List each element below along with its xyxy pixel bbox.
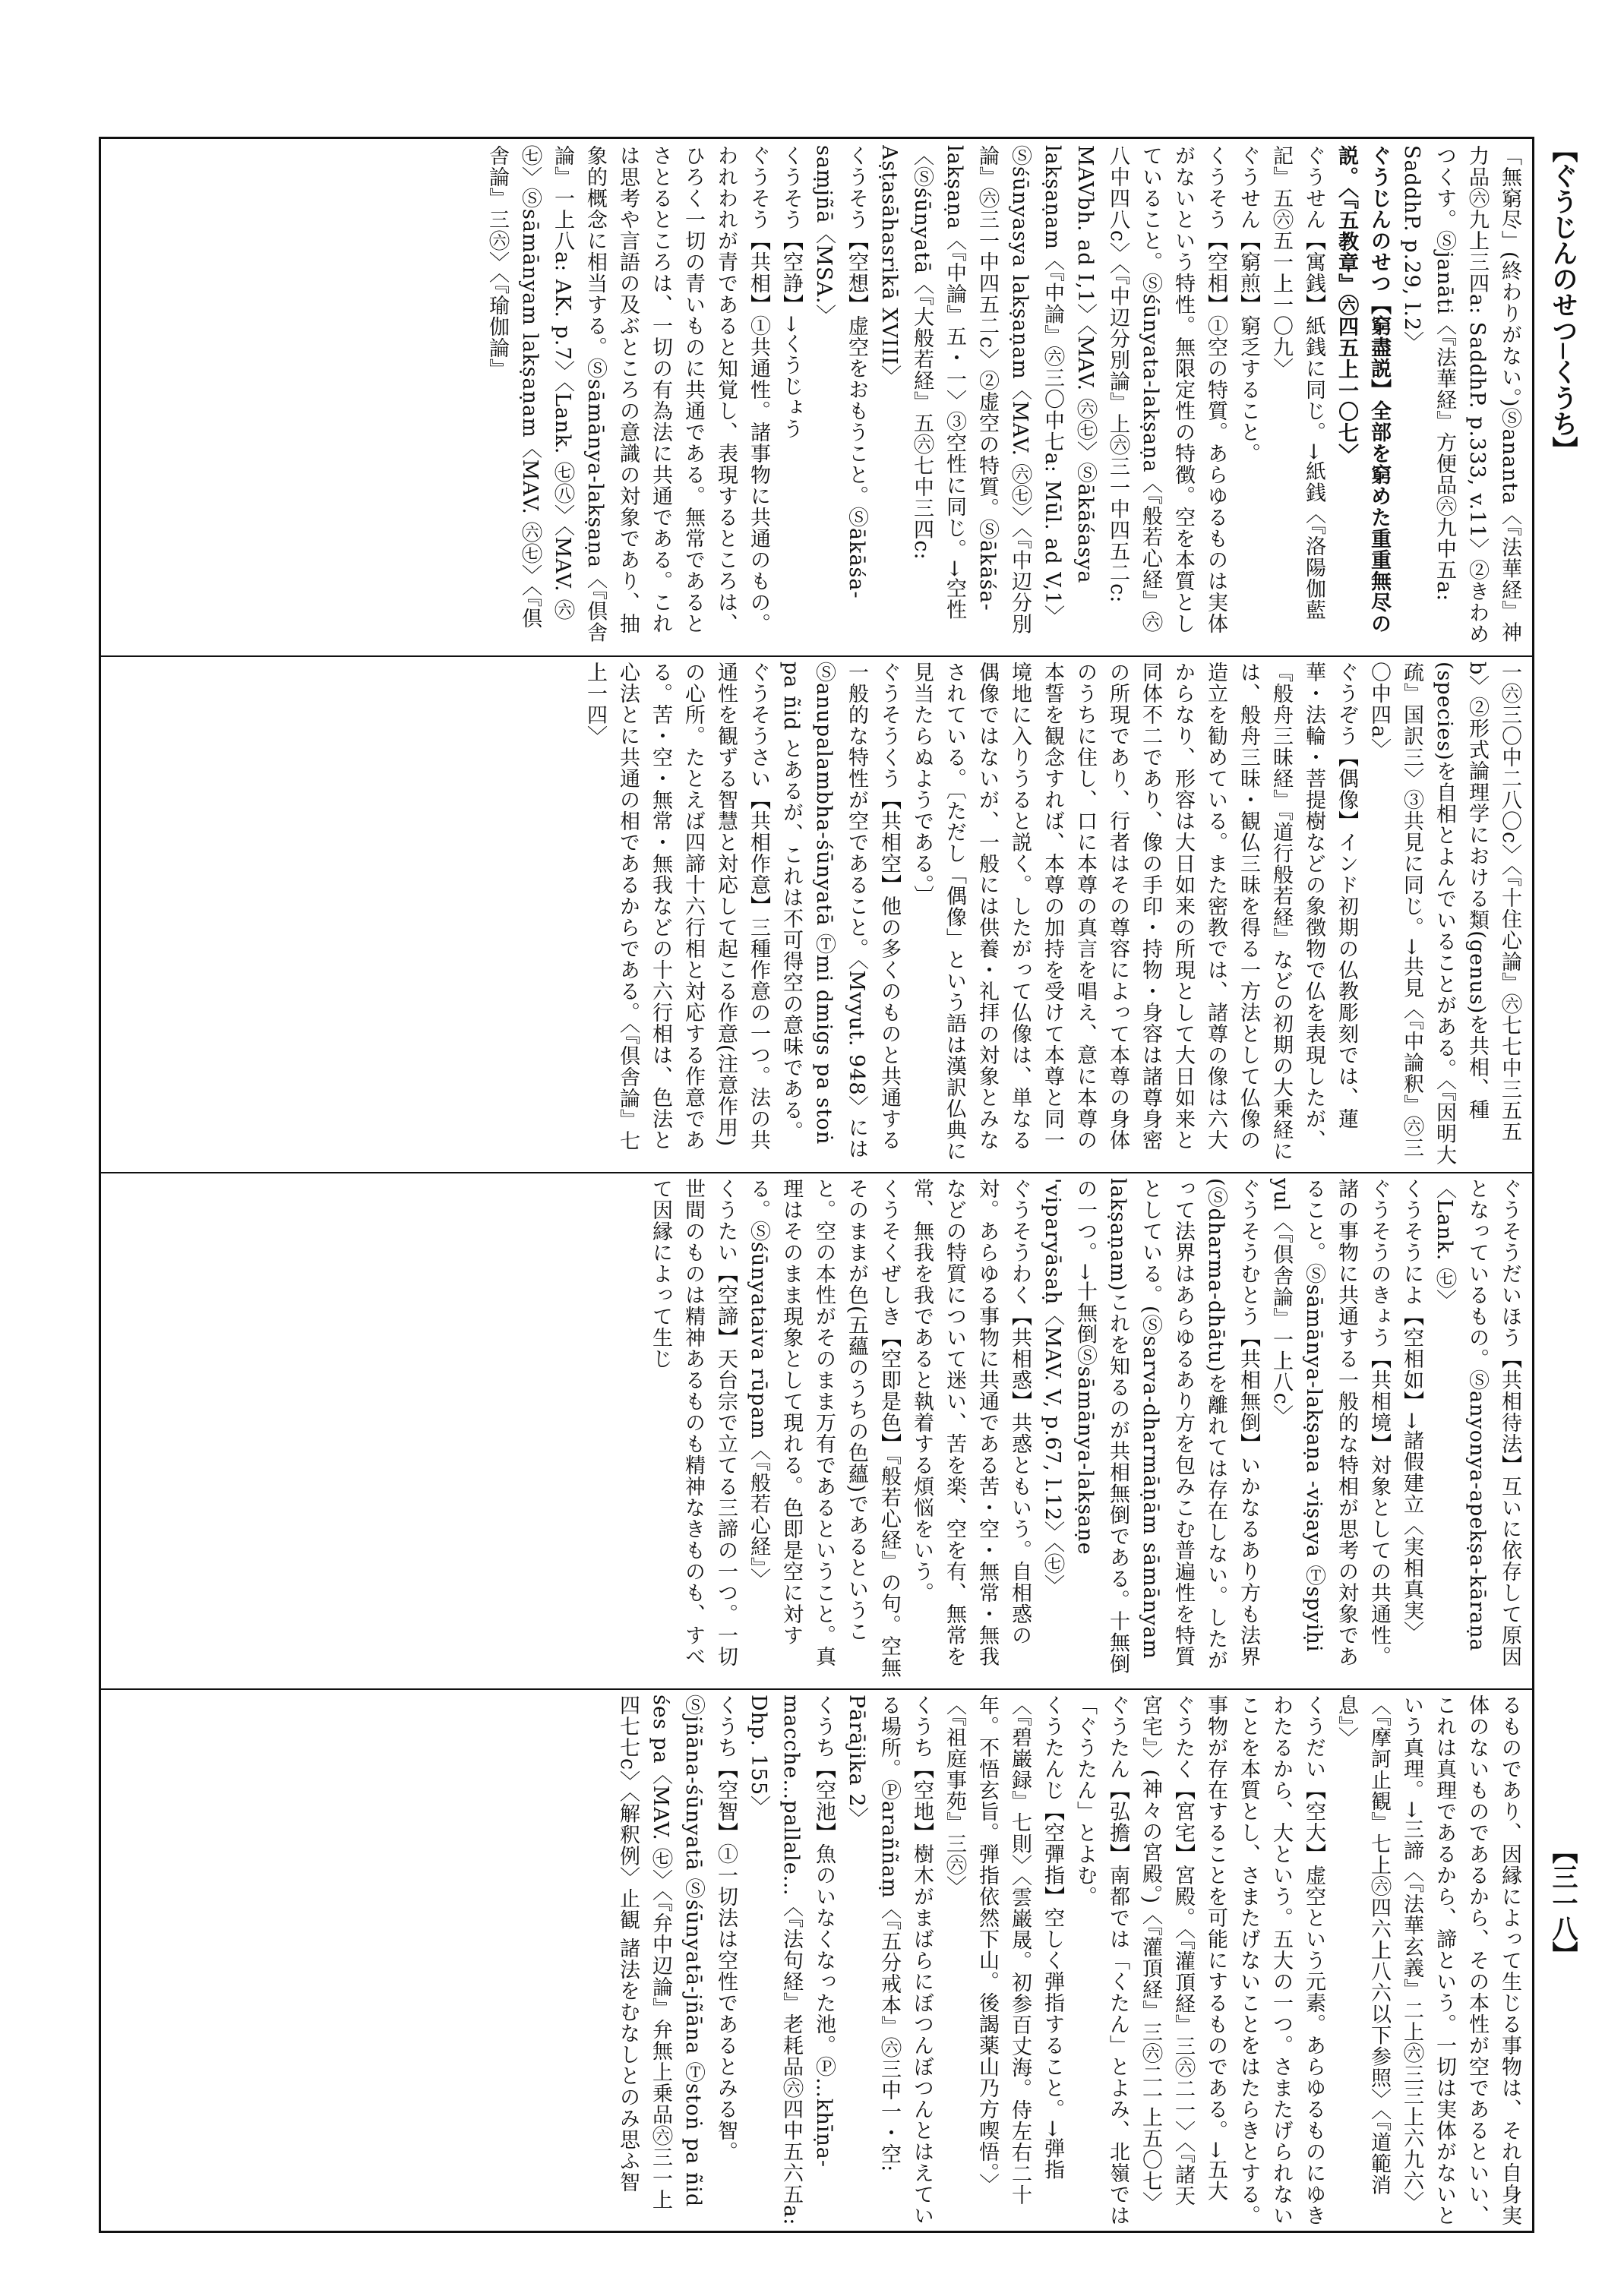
entry: ぐうせん【寓銭】紙銭に同じ。→紙銭〈『洛陽伽藍記』五㊅五一㆖一〇九〉 <box>1269 145 1325 621</box>
entry: ぐうそうだいほう【共相待法】互いに依存して原因となっているもの。Ⓢanyonya-apekṣa-kāraṇa〈Lank. ㊆〉 <box>1433 1178 1521 1667</box>
entry: ぐうそう【共相】①共通性。諸事物に共通のもの。われわれが青であると知覚し、表現するところは、ひろく一切の青いものに共通である。無常であるとさとるところは、一切の有為法に共通である。これは思考や言語の及ぶところの意識の対象であり、抽象的概念に相当する。Ⓢsāmānya-lakṣaṇa〈『倶舎論』一㆖八a: AK. p.7〉〈Lank. ㊆㊇〉〈MAV. ㊅㊆〉Ⓢsāmānyam lakṣaṇam〈MAV. ㊅㊆〉〈『倶舎論』三㊅〉〈『瑜伽論』 <box>485 145 770 643</box>
entry: くうそう【空相】①空の特質。あらゆるものは実体がないという特性。無限定性の特徴。空を本質としていること。Ⓢśūnyata-lakṣaṇa〈『般若心経』㊅八㆗四八c〉〈『中辺分別論』上㊅三一㆗四五二c: MAVbh. ad I,1〉〈MAV. ㊅㊆〉Ⓢākāśasya lakṣaṇam〈『中論』㊅三〇㆗七a: Mūl. ad V,1〉Ⓢśūnyasya lakṣaṇam〈MAV. ㊅㊆〉〈『中辺分別論』㊅三一㆗四五二c〉②虚空の特質。Ⓢākāśa-lakṣaṇa〈『中論』五・一〉③空性に同じ。→空性〈Ⓢśūnyatā〈『大般若経』五㊅七㆗三四c: Aṣṭasāhasrikā XVIII〉 <box>877 145 1227 635</box>
tier-divider <box>101 655 1532 657</box>
entry: ぐうそうのきょう【共相境】対象としての共通性。諸の事物に共通する一般的な特相が思考の対象であること。Ⓢsāmānya-lakṣaṇa -viṣaya Ⓣspyiḥi yul〈『倶舎論』一㆖八c〉 <box>1269 1178 1391 1667</box>
tier-divider <box>101 1172 1532 1173</box>
dictionary-page <box>99 137 1534 2233</box>
entry: くうち【空池】魚のいなくなった池。Ⓟ…khīṇa-macche…pallale…〈『法句経』老耗品㊅四㆗五六五a: Dhp. 155〉 <box>747 1694 836 2226</box>
tier-4 <box>109 1694 1526 2226</box>
entry: ぐうそうくう【共相空】他の多くのものと共通する一般的な特性が空であること。〈Mvyut. 948〉にはⓈanupalambha-śūnyatā Ⓣmi dmigs pa stoṅ pa ñid とあるが、これは不可得空の意味である。 <box>779 662 901 1160</box>
entry: るものであり、因縁によって生じる事物は、それ自身実体のないものであるから、その本性が空であるといい、これは真理であるから、諦という。一切は実体がないという真理。→三諦〈『法華玄義』二上㊅三三㆖六九六〉〈『摩訶止観』七上㊅四六㆖八六以下参照〉〈『道範消息』〉 <box>1335 1694 1521 2226</box>
entry: くうち【空地】樹木がまばらにぼつんぼつんとはえている場所。Ⓟaraññaṃ〈『五分戒本』㊅三㆗一・空: Pārājika 2〉 <box>845 1694 934 2226</box>
tier-divider <box>101 1688 1532 1690</box>
entry: ぐうたく【宮宅】宮殿。〈『灌頂経』三㊅二一〉〈『諸天宮宅』〉(神々の宮殿。)〈『灌頂経』三㊅二一㆖五〇七〉 <box>1139 1694 1195 2213</box>
entry: くうたんじ【空彈指】空しく弾指すること。→弾指〈『碧巌録』七則〉〈雲巌晟。初参百丈海。侍左右二十年。不悟玄旨。弾指依然下山。後謁薬山乃方喫悟。〉〈『祖庭事苑』三㊅〉 <box>943 1694 1064 2206</box>
entry: くうち【空智】①一切法は空性であるとみる智。Ⓢjñāna-śūnyatā Ⓢśūnyatā-jñāna Ⓣstoṅ pa ñid śes pa〈MAV. ㊆〉〈『弁中辺論』弁無上乗品㊅三一㆖四七七c〉〈解釈例〉止観 諸法をむなしとのみ思ふ智 <box>616 1694 738 2211</box>
entry: くうそうによ【空相如】→諸假建立〈実相真実〉 <box>1400 1178 1423 1643</box>
entry: くうそくぜしき【空即是色】『般若心経』の句。空無そのままが色(五蘊のうちの色蘊)であるということ。空の本性がそのまま万有であるということ。真理はそのまま現象として現れる。色即是空に対する。Ⓢśūnyataiva rūpam〈『般若心経』〉 <box>747 1178 901 1679</box>
entry: くうだい【空大】虚空という元素。あらゆるものにゆきわたるから、大という。五大の一つ。さまたげられないことを本質とし、さまたげないことをはたらきとする。事物が存在することを可能にするものである。→五大 <box>1204 1694 1325 2226</box>
entry: ぐうそうわく【共相惑】共惑ともいう。自相惑の対。あらゆる事物に共通である苦・空・無常・無我などの特質について迷い、苦を楽、空を有、無常を常、無我を我であると執着する煩悩をいう。 <box>910 1178 1032 1667</box>
entry: ぐうたん【弘擔】南都では「くたん」とよみ、北嶺では「ぐうたん」とよむ。 <box>1073 1694 1130 2226</box>
running-title: 【ぐうじんのせつ─くうち】 <box>1547 137 1578 463</box>
entry: ぐうせん【窮煎】窮乏すること。 <box>1237 145 1260 464</box>
entry: くうそう【空想】虚空をおもうこと。Ⓢākāśa-saṃjñā〈MSA.〉 <box>812 145 868 599</box>
tier-2 <box>109 662 1526 1166</box>
entry: ぐうそうさい【共相作意】三種作意の一つ。法の共通性を観ずる智慧と対応して起こる作意(注意作用)の心所。たとえば四諦十六行相と対応する作意である。苦・空・無常・無我などの十六行相は、色法と心法とに共通の相であるからである。〈『倶舎論』七㆖一四〉 <box>583 662 770 1151</box>
entry: くうそう【空諍】→くうじょう <box>779 145 803 440</box>
entry: ぐうそうむとう【共相無倒】いかなるあり方も法界(Ⓢdharma-dhātu)を離れては存在しない。したがって法界はあらゆるあり方を包みこむ普遍性を特質としている。(Ⓢsarva-dharmāṇām sāmānyam lakṣaṇam)これを知るのが共相無倒である。十無倒の一つ。→十無倒Ⓢsāmānya-lakṣaṇe 'viparyāsaḥ〈MAV. V, p.67, l.12〉〈㊆〉 <box>1041 1178 1260 1675</box>
tier-1 <box>109 145 1526 649</box>
headword: ぐうじんのせつ【窮盡説】全部を窮めた重重無尽の説。〈『五教章』㊅四五㆖一〇七〉 <box>1335 145 1391 634</box>
entry: くうたい【空諦】天台宗で立てる三諦の一つ。一切世間のものは精神あるものも精神なきものも、すべて因縁によって生じ <box>649 1178 738 1667</box>
entry: ぐうぞう【偶像】インド初期の仏教彫刻では、蓮華・法輪・菩提樹などの象徴物で仏を表現したが、『般舟三昧経』『道行般若経』などの初期の大乗経には、般舟三昧・観仏三昧を得る一方法として仏像の造立を勧めている。また密教では、諸尊の像は六大からなり、形容は大日如来の所現として大日如来と同体不二であり、像の手印・持物・身容は諸尊身密の所現であり、行者はその尊容によって本尊の身体のうちに住し、口に本尊の真言を唱え、意に本尊の本誓を観念すれば、本尊の加持を受けて本尊と同一境地に入りうると説く。したがって仏像は、単なる偶像ではないが、一般には供養・礼拝の対象とみなされている。〔ただし「偶像」という語は漢訳仏典に見当たらぬようである。〕 <box>910 662 1358 1162</box>
page-number: 【三一八】 <box>1547 1838 1578 1967</box>
entry: 「無窮尽」(終わりがない。)Ⓢananta〈『法華経』神力品㊅九㆖三四a: SaddhP. p.333, v.11〉②きわめつくす。Ⓢjanāti〈『法華経』方便品㊅九㆗五a: SaddhP. p.29, l.2〉 <box>1400 145 1521 645</box>
entry <box>1330 145 1395 649</box>
entry: 一㊅三〇㆗二八〇c〉〈『十住心論』㊅七七㆗三五五b〉②形式論理学における類(genus)を共相、種(species)を自相とよんでいることがある。〈『因明大疏』国訳三〉③共見に同じ。→共見〈『中論釈』㊅三〇㆗四a〉 <box>1367 662 1521 1166</box>
tier-3 <box>109 1178 1526 1682</box>
